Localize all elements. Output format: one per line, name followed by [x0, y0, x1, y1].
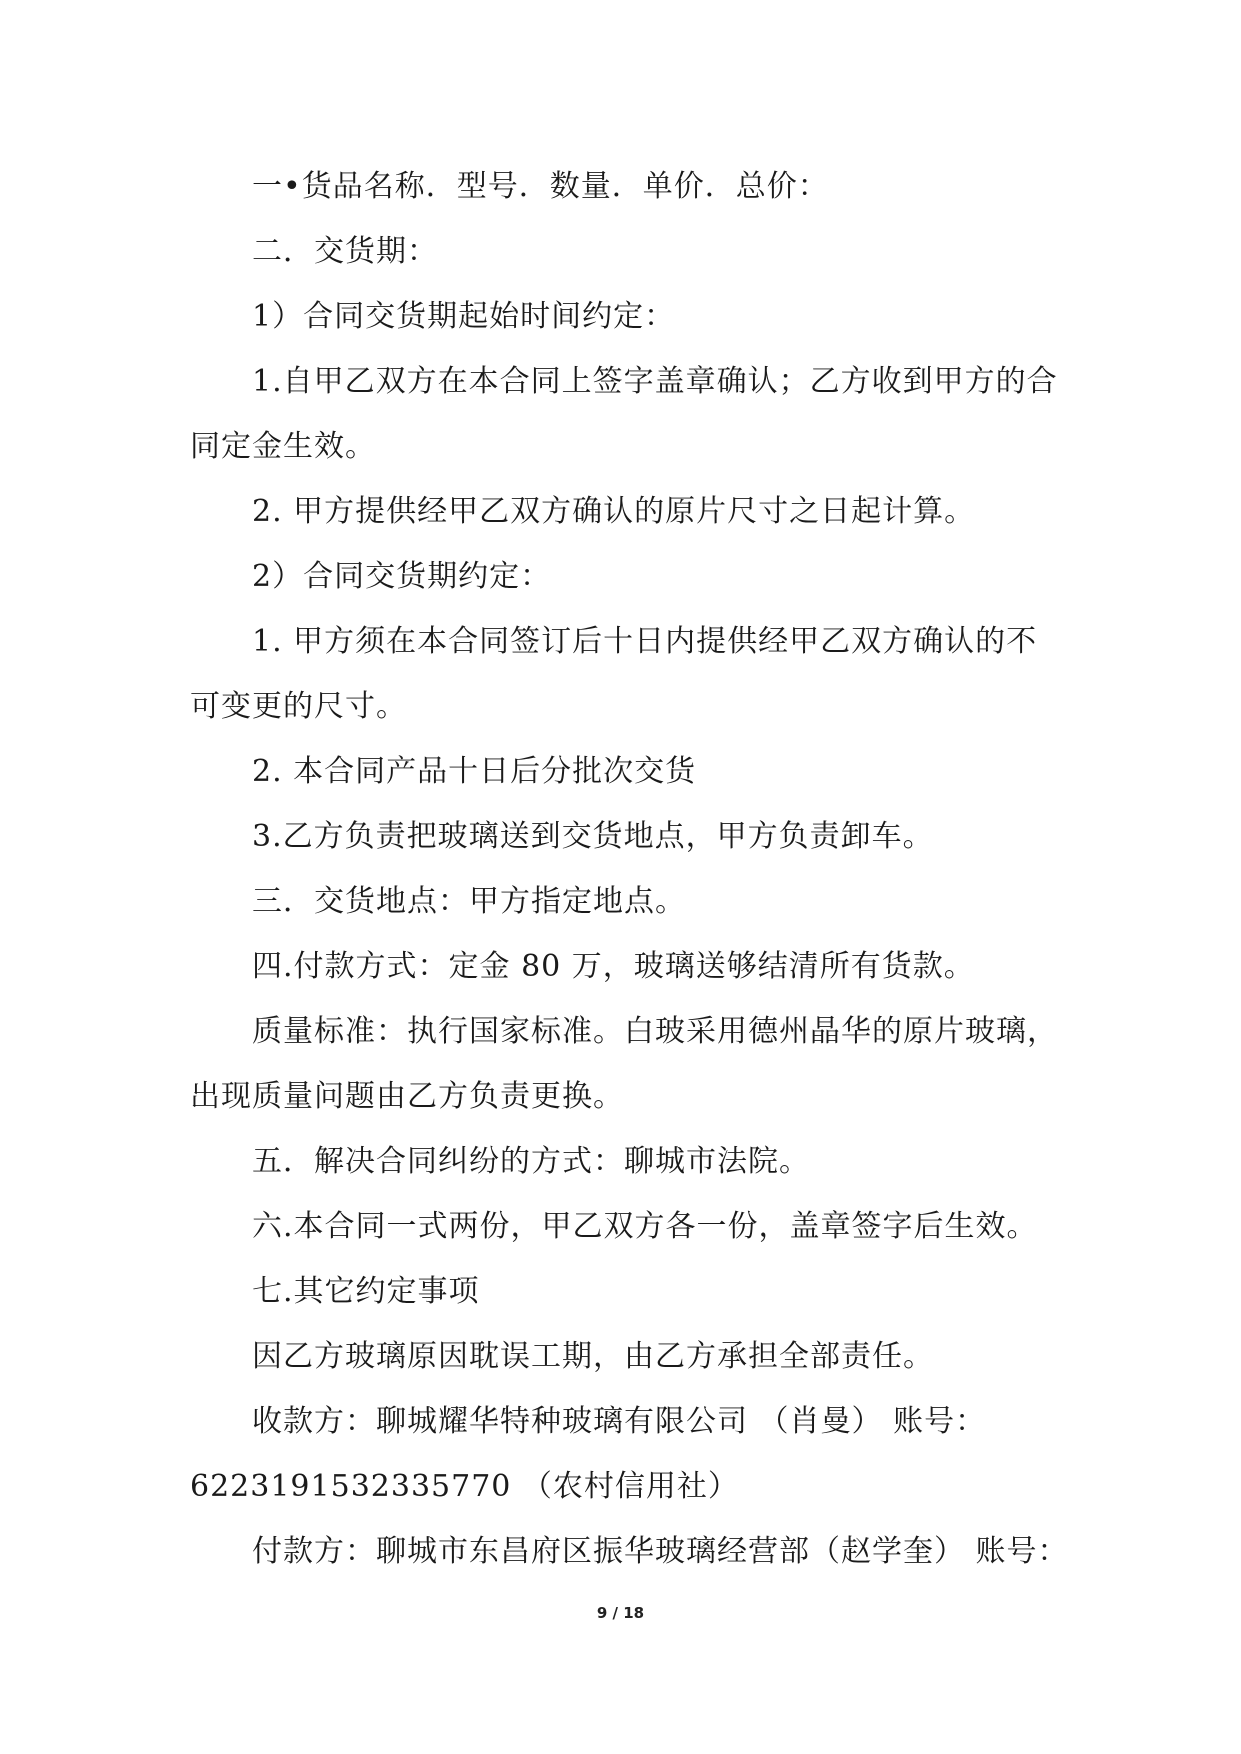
text-line: 出现质量问题由乙方负责更换。	[190, 1079, 624, 1114]
text-line: 可变更的尺寸。	[190, 689, 407, 724]
text-line: 一•货品名称．型号．数量．单价．总价：	[252, 169, 829, 204]
text-line: 六.本合同一式两份，甲乙双方各一份，盖章签字后生效。	[252, 1209, 1038, 1244]
text-line: 付款方：聊城市东昌府区振华玻璃经营部（赵学奎） 账号：	[252, 1534, 1069, 1569]
document-page	[190, 154, 1070, 1584]
text-line: 质量标准：执行国家标准。白玻采用德州晶华的原片玻璃，	[252, 1014, 1058, 1049]
text-line: 七.其它约定事项	[252, 1274, 480, 1309]
text-line: 因乙方玻璃原因耽误工期，由乙方承担全部责任。	[252, 1339, 934, 1374]
text-line: 2. 甲方提供经甲乙双方确认的原片尺寸之日起计算。	[252, 494, 976, 529]
text-line: 2. 本合同产品十日后分批次交货	[252, 754, 697, 789]
page-number: 9 / 18	[596, 1604, 645, 1622]
text-line: 1）合同交货期起始时间约定：	[252, 299, 676, 334]
text-line: 三．交货地点：甲方指定地点。	[252, 884, 686, 919]
text-line: 同定金生效。	[190, 429, 376, 464]
text-line: 五．解决合同纠纷的方式：聊城市法院。	[252, 1144, 810, 1179]
text-line: 收款方：聊城耀华特种玻璃有限公司 （肖曼） 账号：	[252, 1404, 987, 1439]
text-line: 二．交货期：	[252, 234, 438, 269]
text-line: 四.付款方式：定金 80 万，玻璃送够结清所有货款。	[252, 949, 975, 984]
text-line: 6223191532335770 （农村信用社）	[190, 1469, 739, 1504]
text-line: 3.乙方负责把玻璃送到交货地点，甲方负责卸车。	[252, 819, 934, 854]
text-line: 1.自甲乙双方在本合同上签字盖章确认；乙方收到甲方的合	[252, 364, 1058, 399]
text-line: 2）合同交货期约定：	[252, 559, 552, 594]
text-line: 1. 甲方须在本合同签订后十日内提供经甲乙双方确认的不	[252, 624, 1038, 659]
